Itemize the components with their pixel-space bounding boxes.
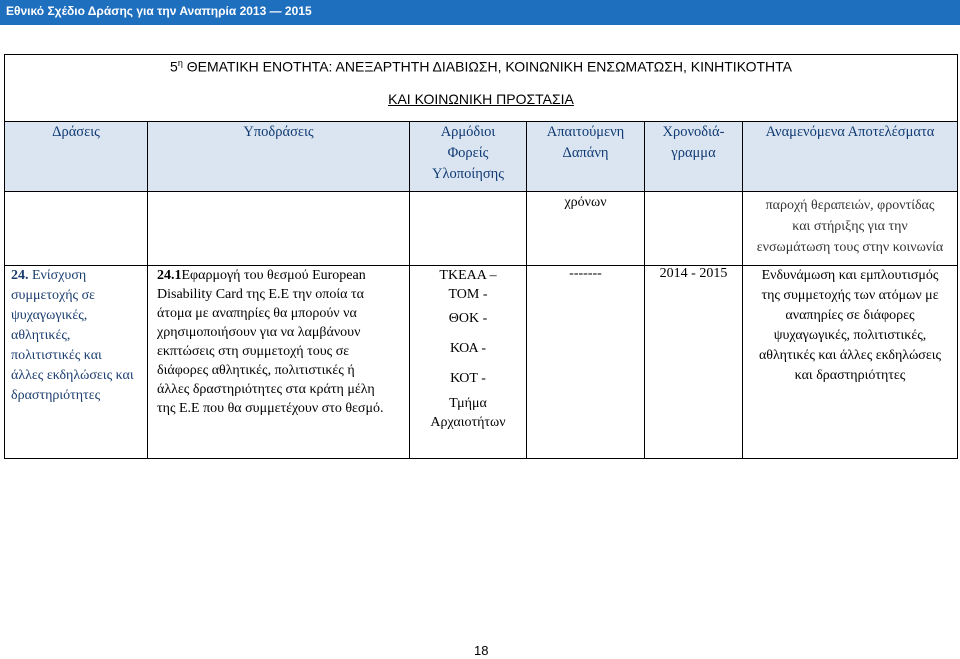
col-header-subactions: Υποδράσεις xyxy=(148,122,410,192)
document-header-bar xyxy=(0,0,960,25)
table-row xyxy=(5,266,958,459)
continuation-row xyxy=(5,192,958,266)
bodies-cell: ΤΚΕΑΑ – ΤΟΜ - ΘΟΚ - ΚΟΑ - ΚΟΤ - Τμήμα Αρχαιοτήτων xyxy=(410,266,527,459)
col-header-results: Αναμενόμενα Αποτελέσματα xyxy=(743,122,958,192)
section-title-line1: $5^\eta$ ΘΕΜΑΤΙΚΗ ΕΝΟΤΗΤΑ: ΑΝΕΞΑΡΤΗΤΗ ΔΙΑΒΙΩΣΗ, ΚΟΙΝΩΝΙΚΗ ΕΝΣΩΜΑΤΩΣΗ, ΚΙΝΗΤΙΚΟΤΗΤΑ xyxy=(170,58,792,75)
subaction-cell: 24.1Εφαρμογή του θεσμού European Disability Card της Ε.Ε την οποία τα άτομα με αναπηρίες θα μπορούν να χρησιμοποιήσουν για να λαμβάνουν εκπτώσεις στη συμμετοχή τους σε διάφορες αθλητικές, πολιτιστικές ή άλλες δραστηριότητες στα κράτη μέλη της Ε.Ε που θα συμμετέχουν στο θεσμό. xyxy=(148,266,410,459)
col-header-bodies: Αρμόδιοι Φορείς Υλοποίησης xyxy=(410,122,527,192)
continuation-results: παροχή θεραπειών, φροντίδας και στήριξης για την ενσωμάτωση τους στην κοινωνία xyxy=(743,192,958,266)
section-title-row xyxy=(5,55,958,122)
cost-cell: ------- xyxy=(527,266,645,459)
col-header-cost: Απαιτούμενη Δαπάνη xyxy=(527,122,645,192)
column-header-row xyxy=(5,122,958,192)
col-header-schedule: Χρονοδιά- γραμμα xyxy=(645,122,743,192)
action-cell: 24. Ενίσχυση συμμετοχής σε ψυχαγωγικές, αθλητικές, πολιτιστικές και άλλες εκδηλώσεις και δραστηριότητες xyxy=(5,266,148,459)
continuation-cost: χρόνων xyxy=(527,192,645,266)
col-header-actions: Δράσεις xyxy=(5,122,148,192)
section-title-line2: ΚΑΙ ΚΟΙΝΩΝΙΚΗ ΠΡΟΣΤΑΣΙΑ xyxy=(388,90,574,107)
action-plan-table xyxy=(4,54,958,459)
results-cell: Ενδυνάμωση και εμπλουτισμός της συμμετοχής των ατόμων με αναπηρίες σε διάφορες ψυχαγωγικές, πολιτιστικές, αθλητικές και άλλες εκδηλώσεις και δραστηριότητες xyxy=(743,266,958,459)
schedule-cell: 2014 - 2015 xyxy=(645,266,743,459)
document-header-title: Εθνικό Σχέδιο Δράσης για την Αναπηρία 2013 — 2015 xyxy=(6,4,312,18)
page-number: 18 xyxy=(474,643,489,658)
section-title-cell xyxy=(5,55,958,122)
